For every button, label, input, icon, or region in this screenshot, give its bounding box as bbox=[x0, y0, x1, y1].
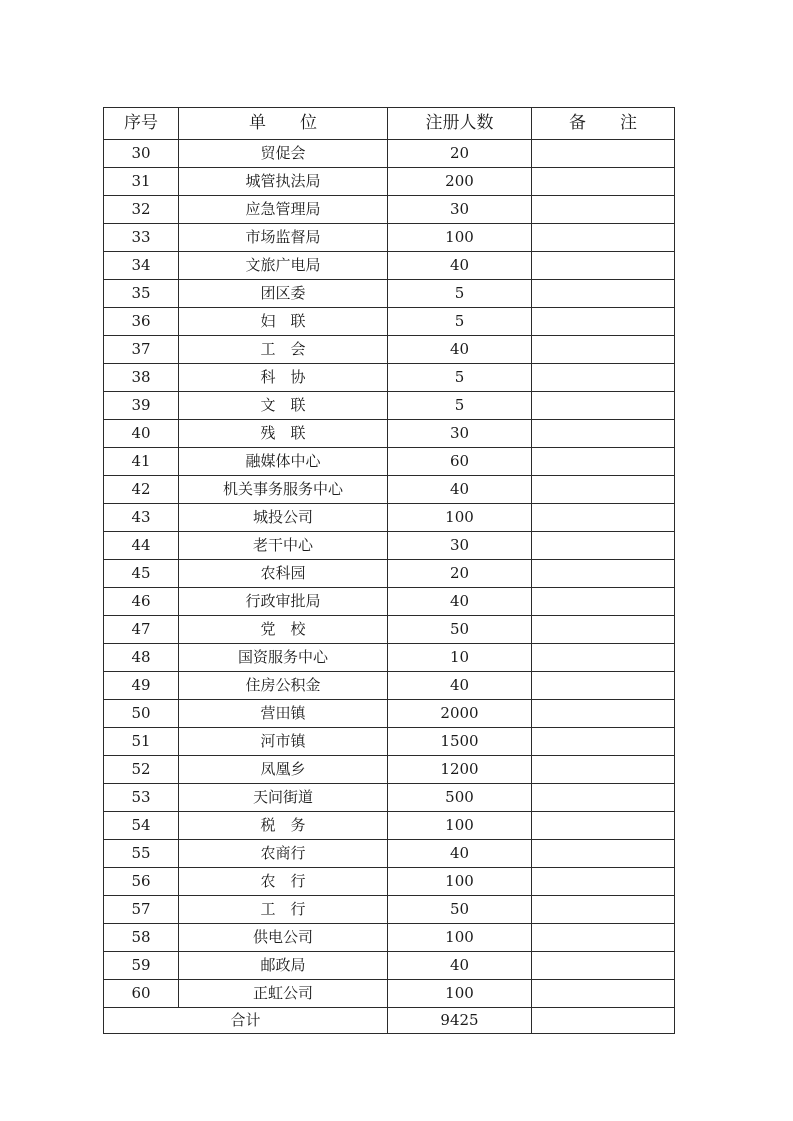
table-row bbox=[104, 672, 675, 700]
cell-remark bbox=[532, 784, 675, 812]
cell-unit: 贸促会 bbox=[179, 140, 388, 168]
cell-remark bbox=[532, 700, 675, 728]
cell-registered-count: 100 bbox=[388, 812, 532, 840]
cell-remark bbox=[532, 420, 675, 448]
total-remark bbox=[532, 1008, 675, 1034]
cell-registered-count: 100 bbox=[388, 224, 532, 252]
cell-registered-count: 10 bbox=[388, 644, 532, 672]
cell-unit: 河市镇 bbox=[179, 728, 388, 756]
cell-unit: 老干中心 bbox=[179, 532, 388, 560]
cell-registered-count: 200 bbox=[388, 168, 532, 196]
table-row bbox=[104, 952, 675, 980]
cell-serial-number: 49 bbox=[104, 672, 179, 700]
table-row bbox=[104, 280, 675, 308]
cell-serial-number: 52 bbox=[104, 756, 179, 784]
cell-serial-number: 42 bbox=[104, 476, 179, 504]
table-row bbox=[104, 896, 675, 924]
cell-unit: 城投公司 bbox=[179, 504, 388, 532]
table-row bbox=[104, 504, 675, 532]
cell-registered-count: 1200 bbox=[388, 756, 532, 784]
cell-registered-count: 40 bbox=[388, 588, 532, 616]
cell-remark bbox=[532, 336, 675, 364]
cell-registered-count: 40 bbox=[388, 336, 532, 364]
table-row bbox=[104, 924, 675, 952]
cell-unit: 农商行 bbox=[179, 840, 388, 868]
cell-serial-number: 38 bbox=[104, 364, 179, 392]
cell-registered-count: 100 bbox=[388, 868, 532, 896]
cell-serial-number: 39 bbox=[104, 392, 179, 420]
cell-unit: 工 会 bbox=[179, 336, 388, 364]
cell-registered-count: 30 bbox=[388, 196, 532, 224]
table-row bbox=[104, 364, 675, 392]
table-row bbox=[104, 812, 675, 840]
cell-remark bbox=[532, 588, 675, 616]
cell-registered-count: 30 bbox=[388, 420, 532, 448]
cell-unit: 残 联 bbox=[179, 420, 388, 448]
cell-unit: 农 行 bbox=[179, 868, 388, 896]
table-body bbox=[104, 140, 675, 1008]
cell-remark bbox=[532, 980, 675, 1008]
cell-serial-number: 57 bbox=[104, 896, 179, 924]
cell-unit: 正虹公司 bbox=[179, 980, 388, 1008]
cell-unit: 城管执法局 bbox=[179, 168, 388, 196]
cell-serial-number: 37 bbox=[104, 336, 179, 364]
cell-unit: 融媒体中心 bbox=[179, 448, 388, 476]
cell-remark bbox=[532, 756, 675, 784]
cell-registered-count: 100 bbox=[388, 980, 532, 1008]
cell-serial-number: 56 bbox=[104, 868, 179, 896]
cell-unit: 应急管理局 bbox=[179, 196, 388, 224]
cell-remark bbox=[532, 896, 675, 924]
cell-serial-number: 55 bbox=[104, 840, 179, 868]
cell-remark bbox=[532, 728, 675, 756]
total-count: 9425 bbox=[388, 1008, 532, 1034]
cell-registered-count: 40 bbox=[388, 252, 532, 280]
cell-serial-number: 35 bbox=[104, 280, 179, 308]
cell-serial-number: 33 bbox=[104, 224, 179, 252]
cell-unit: 农科园 bbox=[179, 560, 388, 588]
cell-registered-count: 5 bbox=[388, 364, 532, 392]
table-row bbox=[104, 224, 675, 252]
cell-serial-number: 36 bbox=[104, 308, 179, 336]
cell-remark bbox=[532, 868, 675, 896]
table-row bbox=[104, 644, 675, 672]
cell-remark bbox=[532, 252, 675, 280]
table-row bbox=[104, 448, 675, 476]
cell-remark bbox=[532, 504, 675, 532]
cell-registered-count: 5 bbox=[388, 392, 532, 420]
cell-unit: 科 协 bbox=[179, 364, 388, 392]
cell-unit: 市场监督局 bbox=[179, 224, 388, 252]
cell-serial-number: 48 bbox=[104, 644, 179, 672]
cell-unit: 税 务 bbox=[179, 812, 388, 840]
cell-serial-number: 51 bbox=[104, 728, 179, 756]
cell-unit: 机关事务服务中心 bbox=[179, 476, 388, 504]
cell-registered-count: 1500 bbox=[388, 728, 532, 756]
cell-serial-number: 40 bbox=[104, 420, 179, 448]
cell-serial-number: 44 bbox=[104, 532, 179, 560]
cell-serial-number: 59 bbox=[104, 952, 179, 980]
table-row bbox=[104, 308, 675, 336]
cell-remark bbox=[532, 672, 675, 700]
cell-registered-count: 40 bbox=[388, 672, 532, 700]
cell-serial-number: 43 bbox=[104, 504, 179, 532]
header-unit: 单 位 bbox=[179, 108, 388, 140]
cell-registered-count: 100 bbox=[388, 924, 532, 952]
cell-unit: 妇 联 bbox=[179, 308, 388, 336]
cell-remark bbox=[532, 560, 675, 588]
cell-remark bbox=[532, 840, 675, 868]
cell-registered-count: 5 bbox=[388, 280, 532, 308]
table-row bbox=[104, 840, 675, 868]
table-row bbox=[104, 560, 675, 588]
cell-unit: 住房公积金 bbox=[179, 672, 388, 700]
table-footer bbox=[104, 1008, 675, 1034]
cell-remark bbox=[532, 392, 675, 420]
cell-registered-count: 50 bbox=[388, 896, 532, 924]
cell-remark bbox=[532, 280, 675, 308]
header-registered-count: 注册人数 bbox=[388, 108, 532, 140]
header-row bbox=[104, 108, 675, 140]
cell-registered-count: 40 bbox=[388, 952, 532, 980]
cell-serial-number: 60 bbox=[104, 980, 179, 1008]
table-row bbox=[104, 756, 675, 784]
cell-registered-count: 5 bbox=[388, 308, 532, 336]
table-row bbox=[104, 140, 675, 168]
cell-serial-number: 58 bbox=[104, 924, 179, 952]
cell-serial-number: 53 bbox=[104, 784, 179, 812]
table-row bbox=[104, 532, 675, 560]
cell-unit: 供电公司 bbox=[179, 924, 388, 952]
table-row bbox=[104, 588, 675, 616]
cell-unit: 国资服务中心 bbox=[179, 644, 388, 672]
table-row bbox=[104, 336, 675, 364]
cell-registered-count: 2000 bbox=[388, 700, 532, 728]
cell-serial-number: 45 bbox=[104, 560, 179, 588]
cell-serial-number: 50 bbox=[104, 700, 179, 728]
cell-serial-number: 32 bbox=[104, 196, 179, 224]
cell-unit: 天问街道 bbox=[179, 784, 388, 812]
header-remark: 备 注 bbox=[532, 108, 675, 140]
table-row bbox=[104, 784, 675, 812]
cell-unit: 工 行 bbox=[179, 896, 388, 924]
table-row bbox=[104, 168, 675, 196]
cell-remark bbox=[532, 196, 675, 224]
cell-remark bbox=[532, 224, 675, 252]
cell-remark bbox=[532, 644, 675, 672]
cell-remark bbox=[532, 812, 675, 840]
cell-serial-number: 34 bbox=[104, 252, 179, 280]
cell-registered-count: 30 bbox=[388, 532, 532, 560]
registration-table bbox=[103, 107, 675, 1034]
cell-unit: 文 联 bbox=[179, 392, 388, 420]
cell-remark bbox=[532, 924, 675, 952]
cell-registered-count: 50 bbox=[388, 616, 532, 644]
cell-remark bbox=[532, 532, 675, 560]
cell-unit: 团区委 bbox=[179, 280, 388, 308]
cell-unit: 营田镇 bbox=[179, 700, 388, 728]
cell-registered-count: 100 bbox=[388, 504, 532, 532]
cell-serial-number: 47 bbox=[104, 616, 179, 644]
cell-remark bbox=[532, 140, 675, 168]
cell-serial-number: 46 bbox=[104, 588, 179, 616]
table-row bbox=[104, 616, 675, 644]
table-row bbox=[104, 728, 675, 756]
cell-unit: 党 校 bbox=[179, 616, 388, 644]
table-row bbox=[104, 392, 675, 420]
cell-remark bbox=[532, 168, 675, 196]
cell-registered-count: 20 bbox=[388, 140, 532, 168]
table-row bbox=[104, 476, 675, 504]
cell-remark bbox=[532, 952, 675, 980]
table-row bbox=[104, 420, 675, 448]
cell-registered-count: 60 bbox=[388, 448, 532, 476]
cell-registered-count: 40 bbox=[388, 840, 532, 868]
table-row bbox=[104, 700, 675, 728]
cell-registered-count: 20 bbox=[388, 560, 532, 588]
cell-serial-number: 41 bbox=[104, 448, 179, 476]
table-row bbox=[104, 980, 675, 1008]
cell-serial-number: 31 bbox=[104, 168, 179, 196]
table-row bbox=[104, 868, 675, 896]
table-row bbox=[104, 252, 675, 280]
cell-remark bbox=[532, 364, 675, 392]
cell-unit: 邮政局 bbox=[179, 952, 388, 980]
cell-remark bbox=[532, 448, 675, 476]
total-row bbox=[104, 1008, 675, 1034]
table-header bbox=[104, 108, 675, 140]
cell-remark bbox=[532, 476, 675, 504]
cell-registered-count: 500 bbox=[388, 784, 532, 812]
cell-serial-number: 54 bbox=[104, 812, 179, 840]
table-row bbox=[104, 196, 675, 224]
cell-serial-number: 30 bbox=[104, 140, 179, 168]
cell-remark bbox=[532, 616, 675, 644]
cell-registered-count: 40 bbox=[388, 476, 532, 504]
cell-unit: 行政审批局 bbox=[179, 588, 388, 616]
cell-unit: 文旅广电局 bbox=[179, 252, 388, 280]
cell-unit: 凤凰乡 bbox=[179, 756, 388, 784]
header-serial-number: 序号 bbox=[104, 108, 179, 140]
cell-remark bbox=[532, 308, 675, 336]
total-label: 合计 bbox=[104, 1008, 388, 1034]
